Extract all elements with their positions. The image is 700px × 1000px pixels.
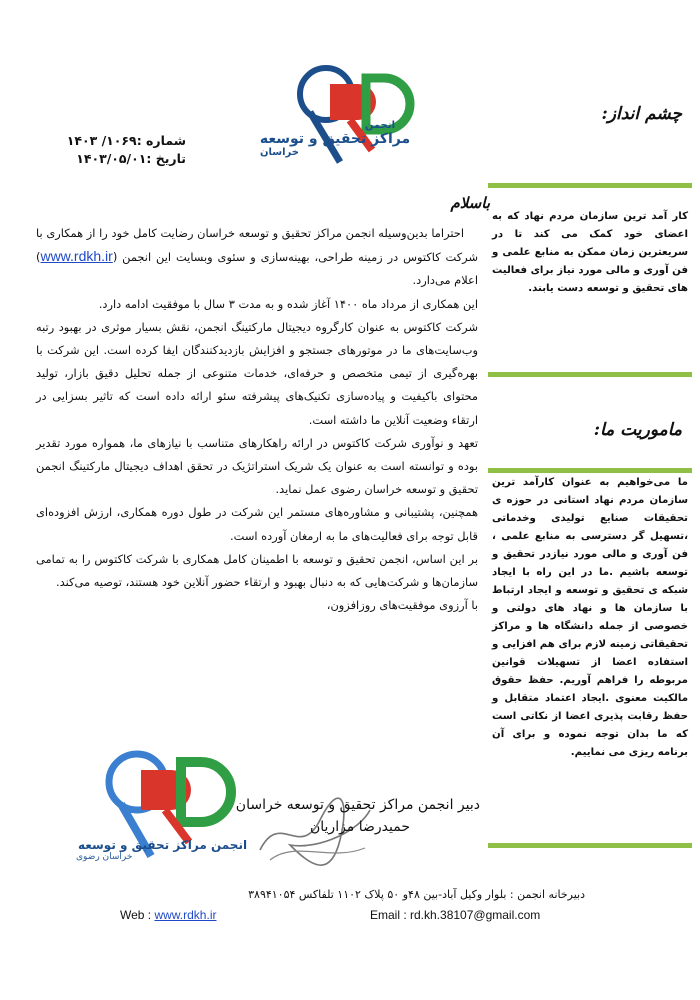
header-logo-text: انجمن مراکز تحقیق و توسعه خراسان bbox=[259, 120, 411, 158]
mission-top-divider bbox=[488, 372, 692, 377]
paragraph-7: با آرزوی موفقیت‌های روزافزون، bbox=[326, 598, 478, 613]
stamp-logo-text: انجمن مراکز تحقیق و توسعه خراسان رضوی bbox=[76, 838, 248, 862]
vision-title: چشم انداز: bbox=[601, 104, 682, 124]
paragraph-3: شرکت کاکتوس به عنوان کارگروه دیجیتال مارکتینگ انجمن، نقش بسیار موثری در بهبود رتبه وب‌سایت‌های ما در موتورهای جستجو و افزایش بازدیدکنندگان ایفا کرده است. این شرکت با بهره‌گیری از تیمی متخصص و حرفه‌ای، خدمات متنوعی از جمله تحلیل دقیق بازار، تولید محتوای باکیفیت و پیاده‌سازی تکنیک‌های پیشرفته سئو ارائه داده است که تاثیر بسزایی در ارتقاء وضعیت آنلاین ما داشته است. bbox=[36, 319, 478, 427]
letter-number: شماره :۱۰۶۹/ ۱۴۰۳ bbox=[66, 133, 186, 148]
footer-email: Email : rd.kh.38107@gmail.com bbox=[370, 908, 541, 922]
signer-name: حمیدرضا مزاریان bbox=[309, 819, 410, 835]
greeting: باسلام bbox=[450, 194, 490, 212]
footer-web-link[interactable]: www.rdkh.ir bbox=[154, 908, 217, 922]
mission-title: ماموریت ما: bbox=[593, 420, 682, 440]
paragraph-4: تعهد و نوآوری شرکت کاکتوس در ارائه راهکارهای متناسب با نیازهای ما، همواره مورد تقدیر بوده و توانسته است به عنوان یک شریک استراتژیک در تحقق اهداف دیجیتال مارکتینگ انجمن تحقیق و توسعه خراسان رضوی عمل نماید. bbox=[36, 435, 478, 497]
footer-address: دبیرخانه انجمن : بلوار وکیل آباد-بین ۴۸و ۵۰ پلاک ۱۱۰۲ تلفاکس ۳۸۹۴۱۰۵۴ bbox=[248, 888, 585, 901]
paragraph-2: این همکاری از مرداد ماه ۱۴۰۰ آغاز شده و به مدت ۳ سال با موفقیت ادامه دارد. bbox=[98, 296, 478, 311]
paragraph-5: همچنین، پشتیبانی و مشاوره‌های مستمر این شرکت در طول دوره همکاری، ارزش افزوده‌ای قابل توجه برای فعالیت‌های ما به ارمغان آورده است. bbox=[36, 505, 478, 543]
sidebar-bottom-divider bbox=[488, 843, 692, 848]
mission-divider bbox=[488, 468, 692, 473]
letter-body bbox=[36, 222, 478, 617]
signature-block bbox=[190, 794, 480, 838]
letter-meta bbox=[16, 132, 186, 168]
vision-text: کار آمد ترین سازمان مردم نهاد که به اعضای خود کمک می کند تا در سریعترین زمان ممکن به منابع علمی و فن آوری و مالی مورد نیاز برای فعالیت های تحقیق و توسعه دست یابند. bbox=[492, 211, 688, 294]
mission-text: ما می‌خواهیم به عنوان کارآمد ترین سازمان مردم نهاد استانی در حوزه ی تحقیقات صنایع تولیدی وخدماتی ،تسهیل گر دسترسی به منابع علمی ، فن آوری و مالی مورد نیازدر تحقیق و توسعه باشیم .ما در این راه با ایجاد شبکه ی تحقیق و توسعه و ایجاد ارتباط با سازمان ها و نهاد های دولتی و خصوصی از جمله دانشگاه ها و مراکز تحقیقاتی زمینه لازم برای هم افزایی و استفاده اعضا از تسهیلات قوانین مربوطه را فراهم آوریم. حفظ حقوق مالکیت معنوی .ایجاد اعتماد متقابل و حفظ رقابت پذیری اعضا از نکاتی است که ما بدان توجه نموده و برای آن برنامه ریزی می نماییم. bbox=[492, 477, 688, 758]
website-link[interactable]: www.rdkh.ir bbox=[40, 248, 113, 265]
letter-date: تاریخ :۱۴۰۳/۰۵/۰۱ bbox=[76, 151, 186, 166]
vision-divider bbox=[488, 183, 692, 188]
paragraph-6: بر این اساس، انجمن تحقیق و توسعه با اطمینان کامل همکاری با شرکت کاکتوس را به تمامی سازمان‌ها و شرکت‌هایی که به دنبال بهبود و ارتقاء حضور آنلاین خود هستند، توصیه می‌کند. bbox=[36, 551, 478, 590]
paragraph-1: احتراما بدین‌وسیله انجمن مراکز تحقیق و توسعه خراسان رضایت کامل خود را از همکاری با شرکت کاکتوس در زمینه طراحی، بهینه‌سازی و سئوی وبسایت این انجمن (www.rdkh.ir) اعلام می‌دارد. bbox=[36, 226, 478, 288]
signer-title: دبیر انجمن مراکز تحقیق و توسعه خراسان bbox=[235, 797, 480, 813]
footer-web: Web : www.rdkh.ir bbox=[120, 908, 217, 922]
